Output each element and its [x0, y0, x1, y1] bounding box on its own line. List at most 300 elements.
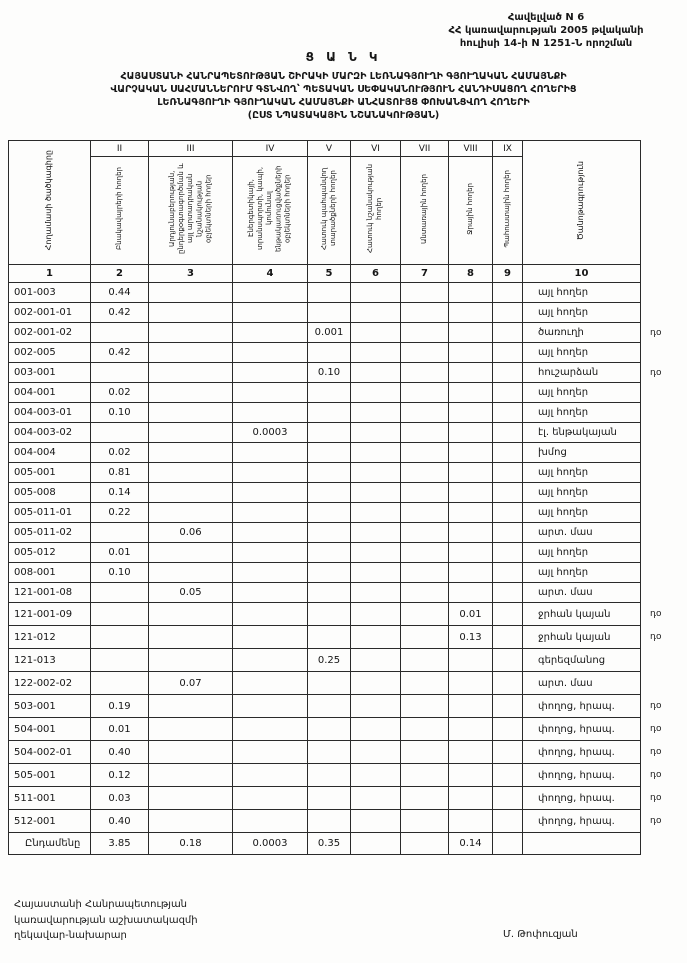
parcel-code-cell: Ընդամենը [9, 833, 91, 855]
margin-mark [641, 283, 683, 303]
area-value-cell: 0.10 [308, 363, 351, 383]
note-cell: էլ. ենթակայան [523, 423, 641, 443]
table-row [9, 649, 683, 672]
roman-numeral: IV [233, 141, 308, 157]
table-row [9, 764, 683, 787]
area-value-cell [401, 543, 449, 563]
table-row [9, 343, 683, 363]
area-value-cell [493, 423, 523, 443]
area-value-cell [351, 583, 401, 603]
note-cell: փողոց, հրապ. [523, 810, 641, 833]
table-row [9, 810, 683, 833]
roman-numeral: VI [351, 141, 401, 157]
column-number: 1 [9, 265, 91, 283]
header-notes-label: Ծանոթագրություն [576, 160, 586, 241]
note-cell: ծառուղի [523, 323, 641, 343]
area-value-cell: 0.22 [91, 503, 149, 523]
area-value-cell [233, 810, 308, 833]
area-value-cell: 0.13 [449, 626, 493, 649]
area-value-cell [233, 695, 308, 718]
area-value-cell [449, 323, 493, 343]
area-value-cell [493, 764, 523, 787]
area-value-cell [493, 741, 523, 764]
area-value-cell [493, 503, 523, 523]
area-value-cell [149, 463, 233, 483]
area-value-cell [233, 463, 308, 483]
area-value-cell: 0.02 [91, 443, 149, 463]
note-cell: գերեզմանոց [523, 649, 641, 672]
area-value-cell [149, 718, 233, 741]
note-cell: այլ հողեր [523, 463, 641, 483]
area-value-cell [351, 787, 401, 810]
note-cell: այլ հողեր [523, 483, 641, 503]
margin-mark: դօ [650, 816, 662, 826]
table-row [9, 503, 683, 523]
margin-mark: դօ [650, 632, 662, 642]
note-cell: արտ. մաս [523, 523, 641, 543]
area-value-cell [308, 787, 351, 810]
table-row [9, 626, 683, 649]
table-row [9, 672, 683, 695]
area-value-cell [401, 626, 449, 649]
area-value-cell [401, 695, 449, 718]
area-value-cell [449, 741, 493, 764]
table-row [9, 833, 683, 855]
area-value-cell [149, 363, 233, 383]
area-value-cell [308, 543, 351, 563]
area-value-cell [233, 363, 308, 383]
area-value-cell [233, 343, 308, 363]
area-value-cell [493, 718, 523, 741]
area-value-cell: 0.42 [91, 303, 149, 323]
margin-mark: դօ [650, 770, 662, 780]
table-row [9, 443, 683, 463]
area-value-cell [91, 423, 149, 443]
parcel-code-cell: 005-008 [9, 483, 91, 503]
area-value-cell [351, 463, 401, 483]
land-transfer-table-wrap [8, 140, 683, 855]
area-value-cell [149, 649, 233, 672]
table-row [9, 563, 683, 583]
header-infrastructure-lands: Էներգետիկայի, տրանսպորտի, կապի, կոմունալ ենթակառուցվածքների օբյեկտների հողեր [233, 157, 308, 265]
margin-mark [641, 563, 683, 583]
area-value-cell [351, 603, 401, 626]
area-value-cell [449, 764, 493, 787]
note-cell: այլ հողեր [523, 563, 641, 583]
area-value-cell [233, 583, 308, 603]
margin-mark [641, 523, 683, 543]
column-number: 9 [493, 265, 523, 283]
area-value-cell [401, 523, 449, 543]
area-value-cell [493, 583, 523, 603]
table-row [9, 718, 683, 741]
area-value-cell [233, 283, 308, 303]
area-value-cell [351, 363, 401, 383]
area-value-cell [351, 303, 401, 323]
area-value-cell [351, 483, 401, 503]
parcel-code-cell: 512-001 [9, 810, 91, 833]
area-value-cell [233, 483, 308, 503]
area-value-cell [449, 563, 493, 583]
parcel-code-cell: 005-011-01 [9, 503, 91, 523]
header-roman-row [9, 141, 683, 157]
parcel-code-cell: 505-001 [9, 764, 91, 787]
area-value-cell [308, 503, 351, 523]
area-value-cell [149, 741, 233, 764]
note-cell [523, 833, 641, 855]
area-value-cell [493, 403, 523, 423]
area-value-cell [308, 483, 351, 503]
area-value-cell [449, 343, 493, 363]
roman-numeral: V [308, 141, 351, 157]
area-value-cell: 3.85 [91, 833, 149, 855]
area-value-cell: 0.10 [91, 563, 149, 583]
area-value-cell [493, 383, 523, 403]
area-value-cell [308, 695, 351, 718]
area-value-cell [91, 323, 149, 343]
parcel-code-cell: 002-005 [9, 343, 91, 363]
area-value-cell [493, 483, 523, 503]
area-value-cell [233, 563, 308, 583]
parcel-code-cell: 005-012 [9, 543, 91, 563]
area-value-cell [493, 810, 523, 833]
area-value-cell [149, 283, 233, 303]
area-value-cell [401, 363, 449, 383]
area-value-cell [449, 383, 493, 403]
area-value-cell: 0.03 [91, 787, 149, 810]
issuer-line: ղեկավար-նախարար [14, 930, 127, 941]
note-cell: այլ հողեր [523, 543, 641, 563]
area-value-cell [449, 649, 493, 672]
area-value-cell [308, 563, 351, 583]
area-value-cell [149, 563, 233, 583]
appendix-line: ՀՀ կառավարության 2005 թվականի [448, 25, 644, 36]
area-value-cell [308, 810, 351, 833]
note-cell: փողոց, հրապ. [523, 787, 641, 810]
parcel-code-cell: 003-001 [9, 363, 91, 383]
area-value-cell [149, 483, 233, 503]
margin-mark [641, 483, 683, 503]
area-value-cell [401, 483, 449, 503]
margin-mark: դօ [650, 724, 662, 734]
parcel-code-cell: 121-001-08 [9, 583, 91, 603]
area-value-cell: 0.81 [91, 463, 149, 483]
area-value-cell [493, 787, 523, 810]
area-value-cell [449, 718, 493, 741]
area-value-cell [401, 649, 449, 672]
area-value-cell: 0.0003 [233, 423, 308, 443]
header-number-row [9, 265, 683, 283]
parcel-code-cell: 004-003-01 [9, 403, 91, 423]
roman-numeral: VII [401, 141, 449, 157]
area-value-cell [233, 523, 308, 543]
area-value-cell [351, 672, 401, 695]
note-cell: այլ հողեր [523, 403, 641, 423]
parcel-code-cell: 005-011-02 [9, 523, 91, 543]
area-value-cell: 0.0003 [233, 833, 308, 855]
margin-mark [641, 503, 683, 523]
area-value-cell [401, 741, 449, 764]
margin-mark [641, 423, 683, 443]
area-value-cell [233, 383, 308, 403]
parcel-code-cell: 504-002-01 [9, 741, 91, 764]
area-value-cell: 0.19 [91, 695, 149, 718]
area-value-cell [401, 423, 449, 443]
issuer-line: կառավարության աշխատակազմի [14, 914, 198, 926]
table-row [9, 523, 683, 543]
area-value-cell: 0.01 [91, 718, 149, 741]
table-row [9, 543, 683, 563]
area-value-cell [493, 695, 523, 718]
area-value-cell [91, 649, 149, 672]
area-value-cell [233, 503, 308, 523]
area-value-cell [449, 583, 493, 603]
header-notes [523, 141, 641, 265]
area-value-cell [233, 323, 308, 343]
area-value-cell [149, 787, 233, 810]
area-value-cell [149, 695, 233, 718]
area-value-cell [449, 403, 493, 423]
table-row [9, 423, 683, 443]
area-value-cell [401, 833, 449, 855]
table-row [9, 463, 683, 483]
note-cell: ջրհան կայան [523, 626, 641, 649]
note-cell: այլ հողեր [523, 383, 641, 403]
parcel-code-cell: 008-001 [9, 563, 91, 583]
roman-numeral: VIII [449, 141, 493, 157]
land-transfer-table [8, 140, 683, 855]
area-value-cell [149, 543, 233, 563]
area-value-cell [449, 695, 493, 718]
issuer-line: Հայաստանի Հանրապետության [14, 899, 188, 910]
column-number: 5 [308, 265, 351, 283]
margin-mark: դօ [650, 793, 662, 803]
margin-mark [641, 403, 683, 423]
area-value-cell: 0.05 [149, 583, 233, 603]
document-title: Ց Ա Ն Կ [305, 50, 382, 64]
area-value-cell [308, 764, 351, 787]
area-value-cell [449, 503, 493, 523]
area-value-cell [233, 603, 308, 626]
area-value-cell: 0.40 [91, 810, 149, 833]
header-water-lands: Ջրային հողեր [449, 157, 493, 265]
area-value-cell [401, 810, 449, 833]
area-value-cell [308, 303, 351, 323]
margin-mark [641, 583, 683, 603]
parcel-code-cell: 004-003-02 [9, 423, 91, 443]
area-value-cell [401, 323, 449, 343]
area-value-cell [233, 543, 308, 563]
area-value-cell: 0.06 [149, 523, 233, 543]
margin-mark [641, 343, 683, 363]
area-value-cell [149, 443, 233, 463]
area-value-cell [308, 603, 351, 626]
header-industrial-lands: Արդյունաբերության, ընդերքօգտագործման և այլ արտադրական նշանակության օբյեկտների հողեր [149, 157, 233, 265]
area-value-cell: 0.25 [308, 649, 351, 672]
area-value-cell [149, 764, 233, 787]
area-value-cell [449, 283, 493, 303]
area-value-cell [351, 283, 401, 303]
area-value-cell [351, 523, 401, 543]
area-value-cell [308, 583, 351, 603]
area-value-cell [449, 672, 493, 695]
area-value-cell [493, 603, 523, 626]
area-value-cell [149, 383, 233, 403]
area-value-cell: 0.14 [449, 833, 493, 855]
parcel-code-cell: 122-002-02 [9, 672, 91, 695]
area-value-cell [351, 649, 401, 672]
parcel-code-cell: 005-001 [9, 463, 91, 483]
area-value-cell [91, 672, 149, 695]
table-row [9, 383, 683, 403]
appendix-line: Հավելված N 6 [507, 12, 585, 23]
margin-mark: դօ [650, 327, 662, 338]
area-value-cell [401, 283, 449, 303]
table-row [9, 283, 683, 303]
parcel-code-cell: 503-001 [9, 695, 91, 718]
area-value-cell [308, 741, 351, 764]
note-cell: այլ հողեր [523, 303, 641, 323]
area-value-cell [449, 787, 493, 810]
parcel-code-cell: 004-001 [9, 383, 91, 403]
area-value-cell [493, 523, 523, 543]
header-special-purpose-lands: Հատուկ նշանակության հողեր [351, 157, 401, 265]
table-row [9, 741, 683, 764]
parcel-code-cell: 002-001-02 [9, 323, 91, 343]
area-value-cell [493, 283, 523, 303]
area-value-cell [233, 787, 308, 810]
area-value-cell [149, 503, 233, 523]
area-value-cell [401, 764, 449, 787]
appendix-reference [415, 11, 677, 50]
area-value-cell [308, 343, 351, 363]
area-value-cell [308, 523, 351, 543]
table-header [9, 141, 683, 283]
area-value-cell [233, 764, 308, 787]
area-value-cell [401, 383, 449, 403]
area-value-cell [449, 523, 493, 543]
area-value-cell [91, 603, 149, 626]
area-value-cell [351, 718, 401, 741]
area-value-cell [308, 626, 351, 649]
area-value-cell: 0.01 [449, 603, 493, 626]
issuer-block [14, 897, 198, 944]
area-value-cell [493, 323, 523, 343]
note-cell: ջրհան կայան [523, 603, 641, 626]
column-number: 10 [523, 265, 641, 283]
document-subtitle-line: ԼԵՌՆԱԳՅՈՒՂԻ ԳՅՈՒՂԱԿԱՆ ՀԱՄԱՅՆՔԻ ԱՆՀԱՏՈՒՅՑ ՓՈԽԱՆՑՎՈՂ ՀՈՂԵՐԻ [157, 96, 530, 108]
area-value-cell [233, 718, 308, 741]
area-value-cell: 0.07 [149, 672, 233, 695]
area-value-cell [149, 323, 233, 343]
note-cell: փողոց, հրապ. [523, 695, 641, 718]
note-cell: այլ հողեր [523, 503, 641, 523]
area-value-cell [351, 543, 401, 563]
table-row [9, 483, 683, 503]
area-value-cell [401, 603, 449, 626]
area-value-cell [449, 463, 493, 483]
area-value-cell [493, 363, 523, 383]
area-value-cell [233, 741, 308, 764]
table-row [9, 787, 683, 810]
area-value-cell [91, 626, 149, 649]
area-value-cell [493, 833, 523, 855]
header-parcel-code [9, 141, 91, 265]
area-value-cell [351, 503, 401, 523]
area-value-cell [149, 343, 233, 363]
area-value-cell [351, 343, 401, 363]
area-value-cell [493, 343, 523, 363]
area-value-cell [401, 503, 449, 523]
parcel-code-cell: 121-001-09 [9, 603, 91, 626]
parcel-code-cell: 504-001 [9, 718, 91, 741]
column-number: 2 [91, 265, 149, 283]
area-value-cell: 0.02 [91, 383, 149, 403]
area-value-cell [449, 483, 493, 503]
area-value-cell [351, 764, 401, 787]
area-value-cell [351, 833, 401, 855]
area-value-cell [449, 303, 493, 323]
area-value-cell [449, 443, 493, 463]
parcel-code-cell: 121-012 [9, 626, 91, 649]
area-value-cell [351, 383, 401, 403]
note-cell: այլ հողեր [523, 343, 641, 363]
margin-mark: դօ [650, 701, 662, 711]
document-subtitle-line: ՎԱՐՉԱԿԱՆ ՍԱՀՄԱՆՆԵՐՈՒՄ ԳՏՆՎՈՂ՝ ՊԵՏԱԿԱՆ ՍԵՓԱԿԱՆՈՒԹՅՈՒՆ ՀԱՆԴԻՍԱՑՈՂ ՀՈՂԵՐԻՑ [110, 83, 577, 95]
area-value-cell [493, 463, 523, 483]
area-value-cell [308, 423, 351, 443]
area-value-cell [308, 283, 351, 303]
area-value-cell [351, 403, 401, 423]
parcel-code-cell: 001-003 [9, 283, 91, 303]
area-value-cell [493, 563, 523, 583]
note-cell: արտ. մաս [523, 583, 641, 603]
parcel-code-cell: 004-004 [9, 443, 91, 463]
area-value-cell [233, 403, 308, 423]
area-value-cell [149, 403, 233, 423]
area-value-cell [149, 303, 233, 323]
area-value-cell [351, 626, 401, 649]
area-value-cell [308, 672, 351, 695]
area-value-cell [401, 672, 449, 695]
area-value-cell [493, 443, 523, 463]
margin-mark: դօ [650, 367, 662, 378]
area-value-cell: 0.14 [91, 483, 149, 503]
area-value-cell [91, 583, 149, 603]
area-value-cell [401, 583, 449, 603]
document-subtitle-line: ՀԱՅԱՍՏԱՆԻ ՀԱՆՐԱՊԵՏՈՒԹՅԱՆ ՇԻՐԱԿԻ ՄԱՐԶԻ ԼԵՌՆԱԳՅՈՒՂԻ ԳՅՈՒՂԱԿԱՆ ՀԱՄԱՅՆՔԻ [120, 71, 567, 82]
area-value-cell [401, 563, 449, 583]
area-value-cell [233, 443, 308, 463]
margin-mark [641, 383, 683, 403]
area-value-cell [351, 323, 401, 343]
area-value-cell [91, 523, 149, 543]
margin-mark [641, 463, 683, 483]
margin-mark [641, 443, 683, 463]
table-row [9, 695, 683, 718]
area-value-cell: 0.001 [308, 323, 351, 343]
column-number: 7 [401, 265, 449, 283]
document-subtitle-line: (ԸՍՏ ՆՊԱՏԱԿԱՅԻՆ ՆՇԱՆԱԿՈՒԹՅԱՆ) [247, 110, 440, 122]
header-forest-lands: Անտառային հողեր [401, 157, 449, 265]
column-number: 4 [233, 265, 308, 283]
margin-mark [641, 543, 683, 563]
area-value-cell [308, 463, 351, 483]
area-value-cell [449, 423, 493, 443]
margin-mark [641, 649, 683, 672]
note-cell: փողոց, հրապ. [523, 741, 641, 764]
margin-mark: դօ [650, 747, 662, 757]
